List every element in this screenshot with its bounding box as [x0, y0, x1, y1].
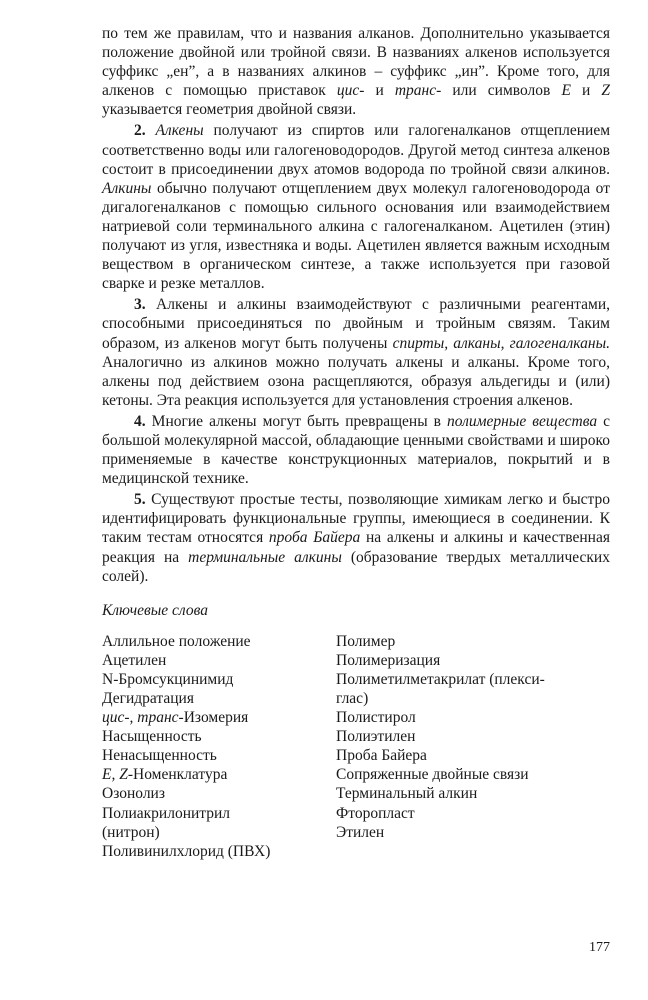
keyword-item: [336, 632, 596, 651]
keyword-item: [336, 689, 596, 708]
keywords-column-right: [336, 632, 596, 861]
keyword-item: [102, 823, 336, 842]
text-run: Аллильное положение: [102, 632, 251, 650]
text-run: Аналогично из алкинов можно получать алкены и алканы. Кроме того, алкены под действием озона расщепляются, образуя альдегиды и (или) кетоны. Эта реакция используется для установления строения алкенов.: [102, 353, 610, 409]
paragraph-intro: [102, 24, 610, 119]
text-run: или символов: [441, 82, 562, 100]
keyword-item: [102, 765, 336, 784]
paragraph-p2: [102, 121, 610, 293]
keyword-item: [102, 689, 336, 708]
text-run: Полимер: [336, 632, 396, 650]
text-run: Насыщенность: [102, 728, 202, 746]
keyword-item: [336, 670, 596, 689]
text-run: (нитрон): [102, 823, 160, 841]
keyword-item: [102, 651, 336, 670]
item-number: 5.: [134, 491, 152, 509]
italic-text-run: терминальные алкины: [188, 548, 342, 566]
text-run: Сопряженные двойные связи: [336, 766, 529, 784]
text-run: -Номенклатура: [127, 766, 228, 784]
text-run: Ацетилен: [102, 651, 167, 669]
keyword-item: [336, 746, 596, 765]
keyword-item: [336, 651, 596, 670]
text-run: на алкены и алкины и качественная реакция на: [102, 529, 610, 566]
text-run: Озонолиз: [102, 785, 165, 803]
text-run: Полистирол: [336, 709, 416, 727]
text-run: Фторопласт: [336, 804, 415, 822]
text-run: Полимеризация: [336, 651, 441, 669]
text-run: и: [364, 82, 395, 100]
italic-text-run: спирты, алканы, галогеналканы.: [392, 334, 610, 352]
text-run: Многие алкены могут быть превращены в: [151, 412, 448, 430]
paragraph-p5: [102, 490, 610, 585]
italic-text-run: Z: [601, 82, 611, 100]
paragraph-p4: [102, 412, 610, 488]
italic-text-run: проба Байера: [268, 529, 361, 547]
body-text: [102, 24, 610, 586]
keyword-item: [102, 727, 336, 746]
keyword-item: [102, 670, 336, 689]
keyword-item: [102, 708, 336, 727]
paragraph-p3: [102, 295, 610, 410]
italic-text-run: цис-: [336, 82, 365, 100]
text-run: Этилен: [336, 823, 385, 841]
keyword-item: [336, 765, 596, 784]
text-run: Дегидратация: [102, 690, 194, 707]
italic-text-run: E: [561, 82, 571, 100]
keyword-item: [336, 784, 596, 803]
keyword-item: [336, 804, 596, 823]
keywords-list: [102, 632, 610, 861]
text-run: Проба Байера: [336, 747, 427, 765]
text-run: Полиметилметакрилат (плекси-: [336, 670, 545, 688]
text-run: Изомерия: [183, 709, 249, 727]
italic-text-run: полимерные вещества: [447, 412, 598, 430]
keyword-item: [336, 708, 596, 727]
keyword-item: [102, 784, 336, 803]
keywords-heading: Ключевые слова: [102, 601, 208, 619]
text-run: Существуют простые тесты, позволяющие химикам легко и быстро идентифицировать функциональные группы, имеющиеся в соединении. К таким тестам относятся: [102, 491, 610, 547]
keyword-item: [336, 823, 596, 842]
keywords-column-left: [102, 632, 336, 861]
text-run: N-Бромсукцинимид: [102, 670, 234, 688]
text-run: Ненасыщенность: [102, 747, 217, 765]
keyword-item: [102, 804, 336, 823]
text-run: (образование твердых металлических солей).: [102, 548, 610, 585]
text-run: Полиэтилен: [336, 728, 416, 746]
keyword-item: [102, 746, 336, 765]
keyword-item: [102, 842, 336, 861]
text-run: указывается геометрия двойной связи.: [102, 101, 357, 119]
text-run: глас): [336, 690, 369, 707]
text-run: с большой молекулярной массой, обладающие ценными свойствами и широко применяемые в качестве конструкционных материалов, покрытий и в медицинской технике.: [102, 412, 611, 488]
keyword-item: [336, 727, 596, 746]
text-run: Полиакрилонитрил: [102, 804, 231, 822]
keyword-item: [102, 632, 336, 651]
italic-text-run: транс-: [394, 82, 442, 100]
page-number: 177: [589, 940, 610, 955]
item-number: 2.: [134, 122, 156, 140]
text-run: Поливинилхлорид (ПВХ): [102, 842, 271, 860]
italic-text-run: E, Z: [102, 766, 128, 784]
item-number: 4.: [134, 412, 152, 430]
text-run: получают из спиртов или галогеналканов отщеплением соответственно воды или галогеноводородов. Другой метод синтеза алкенов состоит в присоединении двух атомов водорода по тройной связи алкинов.: [102, 122, 611, 178]
text-run: и: [570, 82, 602, 100]
italic-text-run: Алкены: [155, 122, 204, 140]
item-number: 3.: [134, 296, 157, 314]
italic-text-run: цис-, транс-: [102, 709, 184, 727]
text-run: обычно получают отщеплением двух молекул галогеноводорода от дигалогеналканов с помощью сильного основания или взаимодействием натриевой соли терминального алкина с галогеналканом. Ацетилен (этин) получают из угля, известняка и воды. Ацетилен является важным исходным веществом в органическом синтезе, а также используется при газовой сварке и резке металлов.: [102, 179, 610, 293]
text-run: по тем же правилам, что и названия алканов. Дополнительно указывается положение двойной или тройной связи. В названиях алкенов используется суффикс „ен”, а в названиях алкинов – суффикс „ин”. Кроме того, для алкенов с помощью приставок: [102, 25, 610, 100]
italic-text-run: Алкины: [102, 179, 152, 197]
text-run: Терминальный алкин: [336, 785, 478, 803]
text-run: Алкены и алкины взаимодействуют с различными реагентами, способными присоединяться по двойным и тройным связям. Таким образом, из алкенов могут быть получены: [102, 296, 610, 352]
